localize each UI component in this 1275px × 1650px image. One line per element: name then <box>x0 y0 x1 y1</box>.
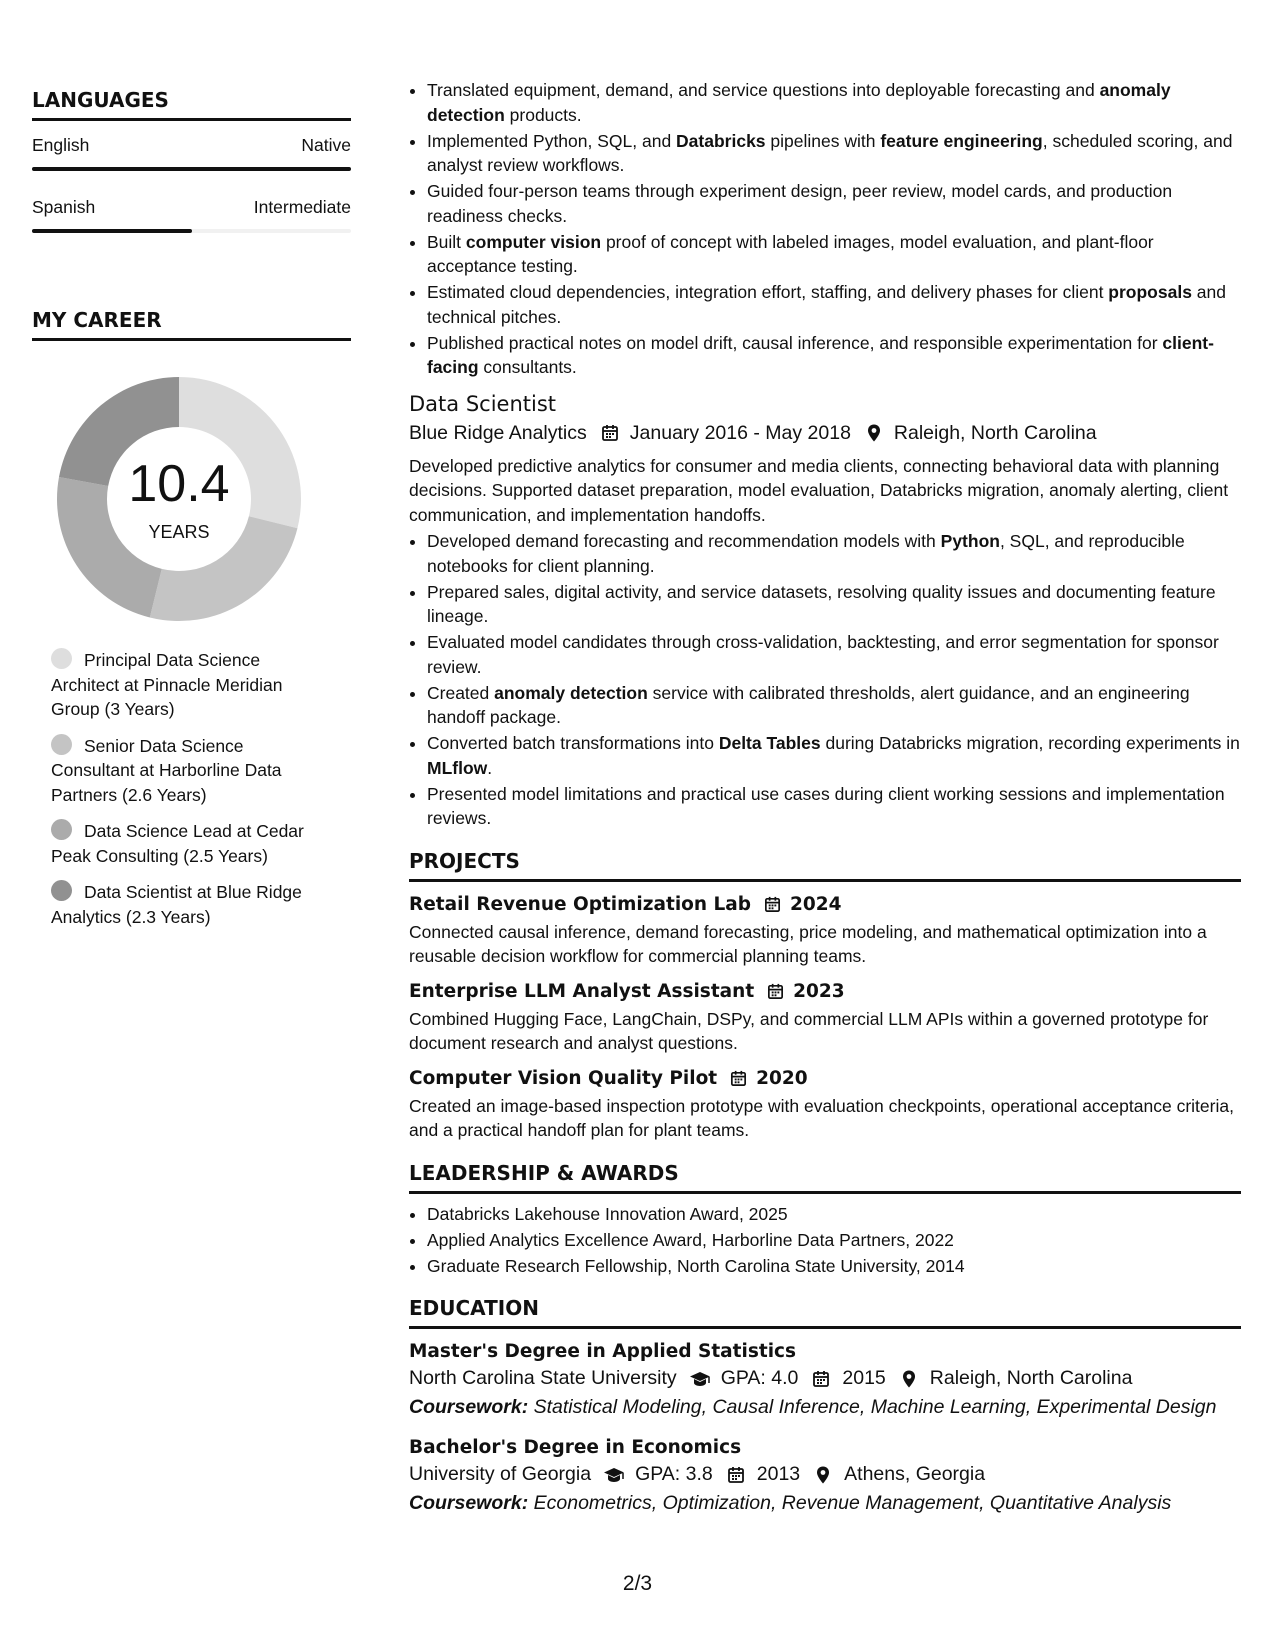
bullet-item <box>427 782 1241 831</box>
bullet-text: Created <box>427 682 495 703</box>
project-title-row <box>409 981 1241 1002</box>
degree-title: Master's Degree in Applied Statistics <box>409 1341 797 1362</box>
awards-list <box>409 1202 1241 1279</box>
legend-item <box>51 880 331 929</box>
language-proficiency-bar <box>32 229 351 233</box>
job-dates: January 2016 - May 2018 <box>629 421 851 444</box>
bullet-text: and technical pitches. <box>427 282 1226 327</box>
calendar-icon <box>810 1369 832 1389</box>
language-proficiency-bar <box>32 167 351 171</box>
project-item <box>409 1068 1241 1143</box>
gpa: GPA: 4.0 <box>720 1367 799 1389</box>
project-name: Retail Revenue Optimization Lab <box>409 893 752 915</box>
bullet-text: Converted batch transformations into <box>427 733 719 753</box>
bullet-text: Prepared sales, digital activity, and service datasets, resolving quality issues and documenting feature lineage. <box>427 581 1216 626</box>
project-item <box>409 981 1241 1056</box>
left-column <box>32 88 351 941</box>
location-pin-icon <box>864 423 884 443</box>
degree-title: Bachelor's Degree in Economics <box>409 1437 742 1458</box>
legend-label: Data Science Lead at Cedar Peak Consulting (2.5 Years) <box>51 821 304 866</box>
project-item <box>409 894 1241 969</box>
language-level: Native <box>301 135 351 155</box>
job-bullets <box>409 529 1241 831</box>
job-summary: Developed predictive analytics for consumer and media clients, connecting behavioral data with planning decisions. Supported dataset preparation, model evaluation, Databricks migration, anomaly alerting, client communication, and implementation handoffs. <box>409 455 1229 525</box>
legend-dot <box>51 880 72 901</box>
bullet-text: pipelines with <box>765 130 881 151</box>
awards-heading: LEADERSHIP & AWARDS <box>409 1161 1241 1194</box>
bullet-text: Presented model limitations and practical use cases during client working sessions and implementation reviews. <box>427 783 1225 828</box>
languages-heading: LANGUAGES <box>32 88 351 121</box>
school-name: North Carolina State University <box>409 1367 677 1389</box>
graduation-cap-icon <box>689 1369 711 1389</box>
school-location: Athens, Georgia <box>844 1463 986 1485</box>
bullet-item <box>427 681 1241 730</box>
education-item <box>409 1437 1241 1515</box>
school-name: University of Georgia <box>409 1463 592 1485</box>
project-description: Connected causal inference, demand forecasting, price modeling, and mathematical optimization into a reusable decision workflow for commercial planning teams. <box>409 921 1207 966</box>
legend-dot <box>51 648 72 669</box>
project-year: 2024 <box>790 893 842 915</box>
project-description: Combined Hugging Face, LangChain, DSPy, and commercial LLM APIs within a governed prototype for document research and analyst questions. <box>409 1008 1209 1053</box>
bullet-text: proof of concept with labeled images, model evaluation, and plant-floor acceptance testing. <box>427 231 1154 276</box>
bullet-text: Built <box>427 231 466 252</box>
project-title-row <box>409 894 1241 915</box>
bullet-bold: client-facing <box>427 332 1214 377</box>
project-year: 2023 <box>793 980 845 1002</box>
language-item <box>32 197 351 233</box>
bullet-item <box>427 78 1241 127</box>
bullet-bold: feature engineering <box>880 130 1043 151</box>
page-number: 2/3 <box>622 1572 653 1595</box>
coursework-label: Coursework: <box>409 1396 529 1418</box>
job-title: Data Scientist <box>409 391 556 416</box>
project-title-row <box>409 1068 1241 1089</box>
education-heading: EDUCATION <box>409 1296 1241 1329</box>
calendar-icon <box>600 423 620 443</box>
project-name: Enterprise LLM Analyst Assistant <box>409 980 755 1002</box>
language-proficiency-fill <box>32 167 351 171</box>
bullet-item <box>427 529 1241 578</box>
project-description: Created an image-based inspection prototype with evaluation checkpoints, operational acceptance criteria, and a practical handoff plan for plant teams. <box>409 1095 1234 1140</box>
education-meta <box>409 1463 1241 1486</box>
bullet-text: . <box>487 757 493 778</box>
graduation-cap-icon <box>603 1465 625 1485</box>
coursework <box>409 1492 1241 1515</box>
project-name: Computer Vision Quality Pilot <box>409 1067 718 1089</box>
bullet-text: consultants. <box>478 357 577 377</box>
bullet-item <box>427 230 1241 279</box>
language-item <box>32 135 351 171</box>
calendar-icon <box>763 895 782 914</box>
bullet-item <box>427 179 1241 228</box>
bullet-text: Developed demand forecasting and recommendation models with <box>427 531 941 551</box>
bullet-text: Evaluated model candidates through cross-validation, backtesting, and error segmentation for sponsor review. <box>427 632 1219 677</box>
bullet-bold: anomaly detection <box>427 80 1171 125</box>
coursework-list: Econometrics, Optimization, Revenue Management, Quantitative Analysis <box>533 1492 1172 1514</box>
bullet-text: Translated equipment, demand, and service questions into deployable forecasting and <box>427 80 1100 100</box>
calendar-icon <box>729 1069 748 1088</box>
language-name: English <box>32 135 90 155</box>
legend-item <box>51 648 331 722</box>
career-heading: MY CAREER <box>32 308 351 341</box>
bullet-bold: computer vision <box>465 231 602 252</box>
job-meta <box>409 422 1241 445</box>
bullet-bold: anomaly detection <box>494 682 648 703</box>
calendar-icon <box>766 982 785 1001</box>
bullet-bold: Delta Tables <box>718 733 821 753</box>
right-column <box>409 78 1241 1515</box>
career-years-unit: YEARS <box>148 522 210 542</box>
language-name: Spanish <box>32 197 96 217</box>
career-total-years: 10.4 <box>128 455 230 513</box>
bullet-item <box>427 731 1241 780</box>
previous-job-bullets <box>409 78 1241 380</box>
bullet-bold: MLflow <box>427 757 488 778</box>
projects-heading: PROJECTS <box>409 849 1241 882</box>
award-item: • Graduate Research Fellowship, North Carolina State University, 2014 <box>427 1254 1241 1279</box>
bullet-item <box>427 280 1241 329</box>
bullet-text: Estimated cloud dependencies, integration effort, staffing, and delivery phases for client <box>427 282 1109 302</box>
bullet-bold: proposals <box>1108 282 1192 302</box>
legend-dot <box>51 734 72 755</box>
bullet-item <box>427 331 1241 380</box>
legend-label: Data Scientist at Blue Ridge Analytics (2.3 Years) <box>51 882 302 927</box>
bullet-text: products. <box>504 104 582 125</box>
graduation-year: 2013 <box>756 1463 801 1485</box>
bullet-item <box>427 129 1241 178</box>
gpa: GPA: 3.8 <box>635 1463 713 1485</box>
coursework <box>409 1396 1241 1419</box>
bullet-text: Guided four-person teams through experiment design, peer review, model cards, and production readiness checks. <box>427 181 1173 226</box>
project-year: 2020 <box>756 1067 808 1089</box>
legend-label: Senior Data Science Consultant at Harborline Data Partners (2.6 Years) <box>51 735 282 805</box>
coursework-list: Statistical Modeling, Causal Inference, Machine Learning, Experimental Design <box>533 1396 1217 1418</box>
education-list <box>409 1341 1241 1515</box>
award-item: • Databricks Lakehouse Innovation Award, 2025 <box>427 1202 1241 1227</box>
education-item <box>409 1341 1241 1419</box>
career-legend <box>51 648 331 929</box>
legend-label: Principal Data Science Architect at Pinnacle Meridian Group (3 Years) <box>51 650 283 719</box>
bullet-text: during Databricks migration, recording experiments in <box>820 733 1240 753</box>
location-pin-icon <box>898 1369 920 1389</box>
bullet-text: , SQL, and reproducible notebooks for client planning. <box>427 531 1185 576</box>
location-pin-icon <box>812 1465 834 1485</box>
legend-item <box>51 819 331 868</box>
bullet-bold: Python <box>940 531 1000 551</box>
projects-list <box>409 894 1241 1143</box>
bullet-text: Published practical notes on model drift, causal inference, and responsible experimentation for <box>427 332 1163 353</box>
bullet-text: service with calibrated thresholds, alert guidance, and an engineering handoff package. <box>427 682 1190 727</box>
bullet-text: , scheduled scoring, and analyst review workflows. <box>427 130 1233 175</box>
job-company: Blue Ridge Analytics <box>409 421 587 444</box>
career-donut-chart <box>56 376 302 622</box>
bullet-item <box>427 580 1241 629</box>
job-location: Raleigh, North Carolina <box>893 421 1097 444</box>
legend-item <box>51 734 331 808</box>
language-level: Intermediate <box>253 197 351 217</box>
bullet-item <box>427 630 1241 679</box>
calendar-icon <box>725 1465 747 1485</box>
education-meta <box>409 1367 1241 1390</box>
bullet-bold: Databricks <box>676 130 766 151</box>
school-location: Raleigh, North Carolina <box>929 1367 1133 1389</box>
award-item: • Applied Analytics Excellence Award, Harborline Data Partners, 2022 <box>427 1228 1241 1253</box>
coursework-label: Coursework: <box>409 1492 529 1514</box>
graduation-year: 2015 <box>842 1367 886 1389</box>
legend-dot <box>51 819 72 840</box>
language-proficiency-fill <box>32 229 192 233</box>
bullet-text: Implemented Python, SQL, and <box>427 130 677 151</box>
